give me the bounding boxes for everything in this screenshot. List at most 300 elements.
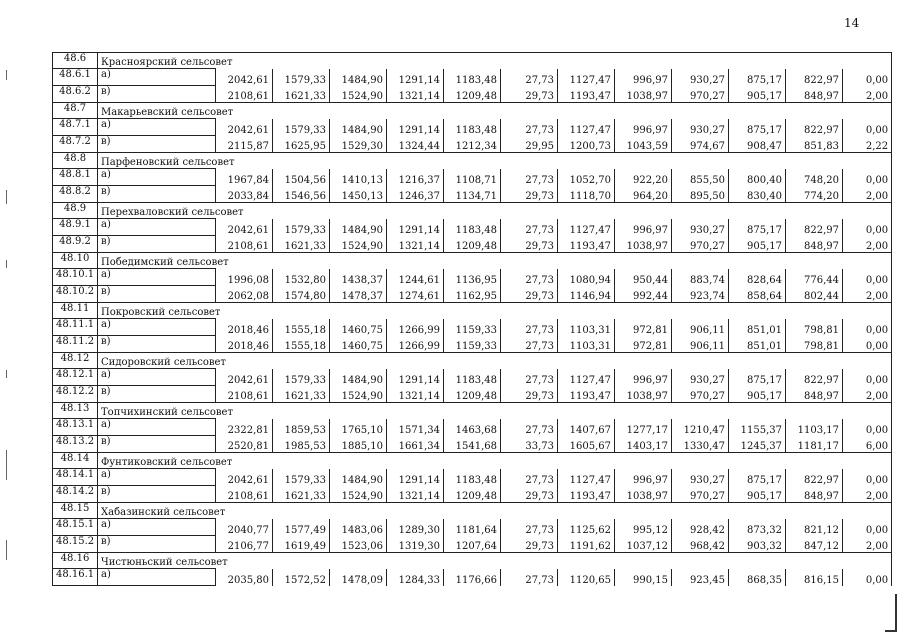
value-cell: 1619,49: [273, 536, 330, 553]
value-cell: 27,73: [501, 336, 558, 353]
value-cell: 2035,80: [216, 569, 273, 586]
value-cell: 970,27: [672, 386, 729, 403]
value-cell: 0,00: [843, 319, 892, 336]
value-cell: 930,27: [672, 219, 729, 236]
table-row: [53, 169, 892, 186]
value-cell: 1621,33: [273, 486, 330, 503]
row-code: 48.13.1: [53, 419, 98, 436]
value-cell: 1118,70: [558, 186, 615, 203]
value-cell: 2040,77: [216, 519, 273, 536]
table-row: [53, 536, 892, 553]
table-row: [53, 336, 892, 353]
value-cell: 1577,49: [273, 519, 330, 536]
value-cell: 1216,37: [387, 169, 444, 186]
value-cell: 1546,56: [273, 186, 330, 203]
section-row: [53, 153, 892, 169]
section-name: Макарьевский сельсовет: [98, 103, 892, 119]
value-cell: 895,50: [672, 186, 729, 203]
value-cell: 1524,90: [330, 86, 387, 103]
value-cell: 27,73: [501, 419, 558, 436]
value-cell: 6,00: [843, 436, 892, 453]
value-cell: 1277,17: [615, 419, 672, 436]
value-cell: 2106,77: [216, 536, 273, 553]
section-name: Перехваловский сельсовет: [98, 203, 892, 219]
value-cell: 0,00: [843, 219, 892, 236]
value-cell: 822,97: [786, 369, 843, 386]
value-cell: 1321,14: [387, 236, 444, 253]
value-cell: 1207,64: [444, 536, 501, 553]
section-row: [53, 253, 892, 269]
row-letter: в): [98, 136, 216, 153]
value-cell: 2062,08: [216, 286, 273, 303]
value-cell: 858,64: [729, 286, 786, 303]
value-cell: 1460,75: [330, 336, 387, 353]
value-cell: 1183,48: [444, 119, 501, 136]
value-cell: 1291,14: [387, 119, 444, 136]
section-row: [53, 503, 892, 519]
value-cell: 972,81: [615, 319, 672, 336]
tariff-table: [52, 52, 892, 586]
value-cell: 822,97: [786, 119, 843, 136]
value-cell: 1038,97: [615, 486, 672, 503]
value-cell: 1291,14: [387, 69, 444, 86]
value-cell: 1127,47: [558, 219, 615, 236]
value-cell: 2033,84: [216, 186, 273, 203]
row-letter: а): [98, 69, 216, 86]
value-cell: 816,15: [786, 569, 843, 586]
row-letter: в): [98, 486, 216, 503]
value-cell: 27,73: [501, 319, 558, 336]
value-cell: 950,44: [615, 269, 672, 286]
value-cell: 2520,81: [216, 436, 273, 453]
value-cell: 2,00: [843, 186, 892, 203]
value-cell: 798,81: [786, 319, 843, 336]
section-name: Красноярский сельсовет: [98, 53, 892, 69]
value-cell: 996,97: [615, 219, 672, 236]
value-cell: 2108,61: [216, 86, 273, 103]
row-code: 48.11.2: [53, 336, 98, 353]
value-cell: 970,27: [672, 86, 729, 103]
value-cell: 1524,90: [330, 386, 387, 403]
section-name: Фунтиковский сельсовет: [98, 453, 892, 469]
value-cell: 1579,33: [273, 469, 330, 486]
value-cell: 29,73: [501, 236, 558, 253]
value-cell: 930,27: [672, 69, 729, 86]
value-cell: 1555,18: [273, 336, 330, 353]
page-number: 14: [844, 16, 860, 30]
value-cell: 2042,61: [216, 369, 273, 386]
value-cell: 848,97: [786, 86, 843, 103]
value-cell: 1103,31: [558, 319, 615, 336]
value-cell: 1266,99: [387, 336, 444, 353]
value-cell: 928,42: [672, 519, 729, 536]
value-cell: 2,00: [843, 286, 892, 303]
value-cell: 27,73: [501, 469, 558, 486]
section-code: 48.14: [53, 453, 98, 469]
row-letter: а): [98, 269, 216, 286]
section-code: 48.16: [53, 553, 98, 569]
value-cell: 27,73: [501, 119, 558, 136]
section-row: [53, 303, 892, 319]
section-row: [53, 453, 892, 469]
value-cell: 748,20: [786, 169, 843, 186]
value-cell: 1484,90: [330, 119, 387, 136]
corner-bracket-mark: [885, 594, 897, 632]
value-cell: 1127,47: [558, 119, 615, 136]
value-cell: 851,01: [729, 319, 786, 336]
section-name: Сидоровский сельсовет: [98, 353, 892, 369]
value-cell: 1330,47: [672, 436, 729, 453]
value-cell: 930,27: [672, 369, 729, 386]
value-cell: 851,83: [786, 136, 843, 153]
value-cell: 1478,09: [330, 569, 387, 586]
value-cell: 968,42: [672, 536, 729, 553]
value-cell: 1574,80: [273, 286, 330, 303]
row-letter: а): [98, 469, 216, 486]
value-cell: 802,44: [786, 286, 843, 303]
value-cell: 1321,14: [387, 486, 444, 503]
value-cell: 1103,17: [786, 419, 843, 436]
value-cell: 906,11: [672, 336, 729, 353]
row-letter: в): [98, 236, 216, 253]
value-cell: 1483,06: [330, 519, 387, 536]
value-cell: 1478,37: [330, 286, 387, 303]
value-cell: 2322,81: [216, 419, 273, 436]
row-code: 48.11.1: [53, 319, 98, 336]
table-row: [53, 519, 892, 536]
value-cell: 1191,62: [558, 536, 615, 553]
value-cell: 1625,95: [273, 136, 330, 153]
value-cell: 1450,13: [330, 186, 387, 203]
value-cell: 27,73: [501, 519, 558, 536]
section-row: [53, 53, 892, 69]
value-cell: 1183,48: [444, 369, 501, 386]
value-cell: 1524,90: [330, 236, 387, 253]
value-cell: 1159,33: [444, 319, 501, 336]
value-cell: 1193,47: [558, 486, 615, 503]
value-cell: 2,00: [843, 236, 892, 253]
value-cell: 1266,99: [387, 319, 444, 336]
value-cell: 1555,18: [273, 319, 330, 336]
value-cell: 996,97: [615, 369, 672, 386]
row-letter: а): [98, 219, 216, 236]
value-cell: 923,45: [672, 569, 729, 586]
value-cell: 2018,46: [216, 336, 273, 353]
value-cell: 964,20: [615, 186, 672, 203]
value-cell: 2,00: [843, 536, 892, 553]
row-letter: а): [98, 519, 216, 536]
value-cell: 1460,75: [330, 319, 387, 336]
value-cell: 1193,47: [558, 236, 615, 253]
value-cell: 1967,84: [216, 169, 273, 186]
row-code: 48.7.2: [53, 136, 98, 153]
value-cell: 1146,94: [558, 286, 615, 303]
value-cell: 830,40: [729, 186, 786, 203]
section-row: [53, 403, 892, 419]
value-cell: 1245,37: [729, 436, 786, 453]
value-cell: 1885,10: [330, 436, 387, 453]
value-cell: 27,73: [501, 169, 558, 186]
value-cell: 0,00: [843, 119, 892, 136]
value-cell: 1532,80: [273, 269, 330, 286]
value-cell: 29,95: [501, 136, 558, 153]
value-cell: 1155,37: [729, 419, 786, 436]
value-cell: 1125,62: [558, 519, 615, 536]
row-letter: а): [98, 319, 216, 336]
section-code: 48.8: [53, 153, 98, 169]
row-code: 48.9.1: [53, 219, 98, 236]
value-cell: 1484,90: [330, 219, 387, 236]
section-code: 48.11: [53, 303, 98, 319]
value-cell: 855,50: [672, 169, 729, 186]
value-cell: 1579,33: [273, 219, 330, 236]
value-cell: 822,97: [786, 69, 843, 86]
row-letter: а): [98, 569, 216, 586]
value-cell: 905,17: [729, 486, 786, 503]
section-name: Хабазинский сельсовет: [98, 503, 892, 519]
value-cell: 1183,48: [444, 469, 501, 486]
value-cell: 1052,70: [558, 169, 615, 186]
value-cell: 992,44: [615, 286, 672, 303]
table-row: [53, 419, 892, 436]
value-cell: 1463,68: [444, 419, 501, 436]
value-cell: 1504,56: [273, 169, 330, 186]
section-code: 48.12: [53, 353, 98, 369]
value-cell: 1200,73: [558, 136, 615, 153]
row-code: 48.15.1: [53, 519, 98, 536]
table-row: [53, 86, 892, 103]
value-cell: 1523,06: [330, 536, 387, 553]
value-cell: 903,32: [729, 536, 786, 553]
row-code: 48.14.1: [53, 469, 98, 486]
value-cell: 29,73: [501, 486, 558, 503]
row-letter: в): [98, 536, 216, 553]
value-cell: 1162,95: [444, 286, 501, 303]
value-cell: 1274,61: [387, 286, 444, 303]
section-name: Парфеновский сельсовет: [98, 153, 892, 169]
row-letter: в): [98, 386, 216, 403]
section-name: Покровский сельсовет: [98, 303, 892, 319]
value-cell: 828,64: [729, 269, 786, 286]
row-code: 48.6.2: [53, 86, 98, 103]
value-cell: 1321,14: [387, 386, 444, 403]
value-cell: 1193,47: [558, 86, 615, 103]
value-cell: 2108,61: [216, 386, 273, 403]
value-cell: 1127,47: [558, 369, 615, 386]
value-cell: 905,17: [729, 386, 786, 403]
value-cell: 970,27: [672, 486, 729, 503]
value-cell: 2042,61: [216, 69, 273, 86]
value-cell: 822,97: [786, 469, 843, 486]
value-cell: 1037,12: [615, 536, 672, 553]
value-cell: 27,73: [501, 69, 558, 86]
row-code: 48.8.2: [53, 186, 98, 203]
value-cell: 27,73: [501, 369, 558, 386]
value-cell: 847,12: [786, 536, 843, 553]
row-code: 48.8.1: [53, 169, 98, 186]
value-cell: 1484,90: [330, 69, 387, 86]
row-letter: а): [98, 369, 216, 386]
value-cell: 1319,30: [387, 536, 444, 553]
section-code: 48.13: [53, 403, 98, 419]
value-cell: 0,00: [843, 369, 892, 386]
value-cell: 2042,61: [216, 219, 273, 236]
value-cell: 0,00: [843, 336, 892, 353]
value-cell: 996,97: [615, 69, 672, 86]
value-cell: 923,74: [672, 286, 729, 303]
value-cell: 996,97: [615, 119, 672, 136]
value-cell: 821,12: [786, 519, 843, 536]
value-cell: 1407,67: [558, 419, 615, 436]
value-cell: 1291,14: [387, 469, 444, 486]
value-cell: 1181,17: [786, 436, 843, 453]
value-cell: 1579,33: [273, 369, 330, 386]
value-cell: 29,73: [501, 536, 558, 553]
value-cell: 875,17: [729, 469, 786, 486]
row-code: 48.13.2: [53, 436, 98, 453]
value-cell: 1159,33: [444, 336, 501, 353]
value-cell: 875,17: [729, 69, 786, 86]
section-name: Чистюньский сельсовет: [98, 553, 892, 569]
value-cell: 798,81: [786, 336, 843, 353]
table-row: [53, 136, 892, 153]
value-cell: 1571,34: [387, 419, 444, 436]
section-row: [53, 353, 892, 369]
row-letter: в): [98, 336, 216, 353]
value-cell: 1244,61: [387, 269, 444, 286]
value-cell: 1291,14: [387, 369, 444, 386]
value-cell: 1524,90: [330, 486, 387, 503]
table-row: [53, 319, 892, 336]
value-cell: 1246,37: [387, 186, 444, 203]
row-code: 48.6.1: [53, 69, 98, 86]
section-code: 48.9: [53, 203, 98, 219]
value-cell: 0,00: [843, 519, 892, 536]
table-row: [53, 286, 892, 303]
value-cell: 1859,53: [273, 419, 330, 436]
value-cell: 29,73: [501, 386, 558, 403]
row-code: 48.12.1: [53, 369, 98, 386]
value-cell: 0,00: [843, 569, 892, 586]
value-cell: 1038,97: [615, 386, 672, 403]
section-code: 48.6: [53, 53, 98, 69]
value-cell: 995,12: [615, 519, 672, 536]
table-row: [53, 469, 892, 486]
table-row: [53, 486, 892, 503]
value-cell: 1324,44: [387, 136, 444, 153]
row-letter: в): [98, 286, 216, 303]
value-cell: 1120,65: [558, 569, 615, 586]
value-cell: 29,73: [501, 86, 558, 103]
value-cell: 875,17: [729, 369, 786, 386]
value-cell: 1108,71: [444, 169, 501, 186]
table-row: [53, 369, 892, 386]
value-cell: 883,74: [672, 269, 729, 286]
value-cell: 1438,37: [330, 269, 387, 286]
value-cell: 1209,48: [444, 386, 501, 403]
value-cell: 1621,33: [273, 236, 330, 253]
value-cell: 1621,33: [273, 86, 330, 103]
row-code: 48.7.1: [53, 119, 98, 136]
section-row: [53, 103, 892, 119]
scan-artifact-marks: [6, 70, 10, 570]
value-cell: 0,00: [843, 419, 892, 436]
section-name: Победимский сельсовет: [98, 253, 892, 269]
value-cell: 1291,14: [387, 219, 444, 236]
table-row: [53, 569, 892, 586]
section-code: 48.15: [53, 503, 98, 519]
value-cell: 1212,34: [444, 136, 501, 153]
value-cell: 2,22: [843, 136, 892, 153]
value-cell: 1403,17: [615, 436, 672, 453]
value-cell: 990,15: [615, 569, 672, 586]
value-cell: 2108,61: [216, 236, 273, 253]
table-row: [53, 186, 892, 203]
table-row: [53, 236, 892, 253]
table-row: [53, 69, 892, 86]
value-cell: 27,73: [501, 219, 558, 236]
value-cell: 29,73: [501, 286, 558, 303]
row-code: 48.10.2: [53, 286, 98, 303]
value-cell: 1765,10: [330, 419, 387, 436]
row-code: 48.9.2: [53, 236, 98, 253]
value-cell: 1181,64: [444, 519, 501, 536]
value-cell: 1484,90: [330, 469, 387, 486]
value-cell: 822,97: [786, 219, 843, 236]
section-code: 48.7: [53, 103, 98, 119]
section-code: 48.10: [53, 253, 98, 269]
value-cell: 1572,52: [273, 569, 330, 586]
value-cell: 868,35: [729, 569, 786, 586]
value-cell: 1579,33: [273, 69, 330, 86]
value-cell: 1080,94: [558, 269, 615, 286]
row-code: 48.12.2: [53, 386, 98, 403]
value-cell: 905,17: [729, 236, 786, 253]
value-cell: 1209,48: [444, 86, 501, 103]
row-code: 48.14.2: [53, 486, 98, 503]
value-cell: 2042,61: [216, 119, 273, 136]
value-cell: 1183,48: [444, 219, 501, 236]
value-cell: 27,73: [501, 569, 558, 586]
value-cell: 1661,34: [387, 436, 444, 453]
value-cell: 848,97: [786, 236, 843, 253]
value-cell: 1605,67: [558, 436, 615, 453]
table-row: [53, 219, 892, 236]
row-code: 48.10.1: [53, 269, 98, 286]
value-cell: 774,20: [786, 186, 843, 203]
value-cell: 930,27: [672, 119, 729, 136]
row-letter: в): [98, 86, 216, 103]
value-cell: 2108,61: [216, 486, 273, 503]
value-cell: 1484,90: [330, 369, 387, 386]
value-cell: 930,27: [672, 469, 729, 486]
value-cell: 1183,48: [444, 69, 501, 86]
value-cell: 776,44: [786, 269, 843, 286]
value-cell: 27,73: [501, 269, 558, 286]
row-code: 48.16.1: [53, 569, 98, 586]
value-cell: 0,00: [843, 269, 892, 286]
value-cell: 1284,33: [387, 569, 444, 586]
table-row: [53, 269, 892, 286]
value-cell: 1579,33: [273, 119, 330, 136]
section-name: Топчихинский сельсовет: [98, 403, 892, 419]
value-cell: 0,00: [843, 69, 892, 86]
table-row: [53, 119, 892, 136]
value-cell: 1176,66: [444, 569, 501, 586]
table-row: [53, 386, 892, 403]
value-cell: 1209,48: [444, 236, 501, 253]
value-cell: 1043,59: [615, 136, 672, 153]
